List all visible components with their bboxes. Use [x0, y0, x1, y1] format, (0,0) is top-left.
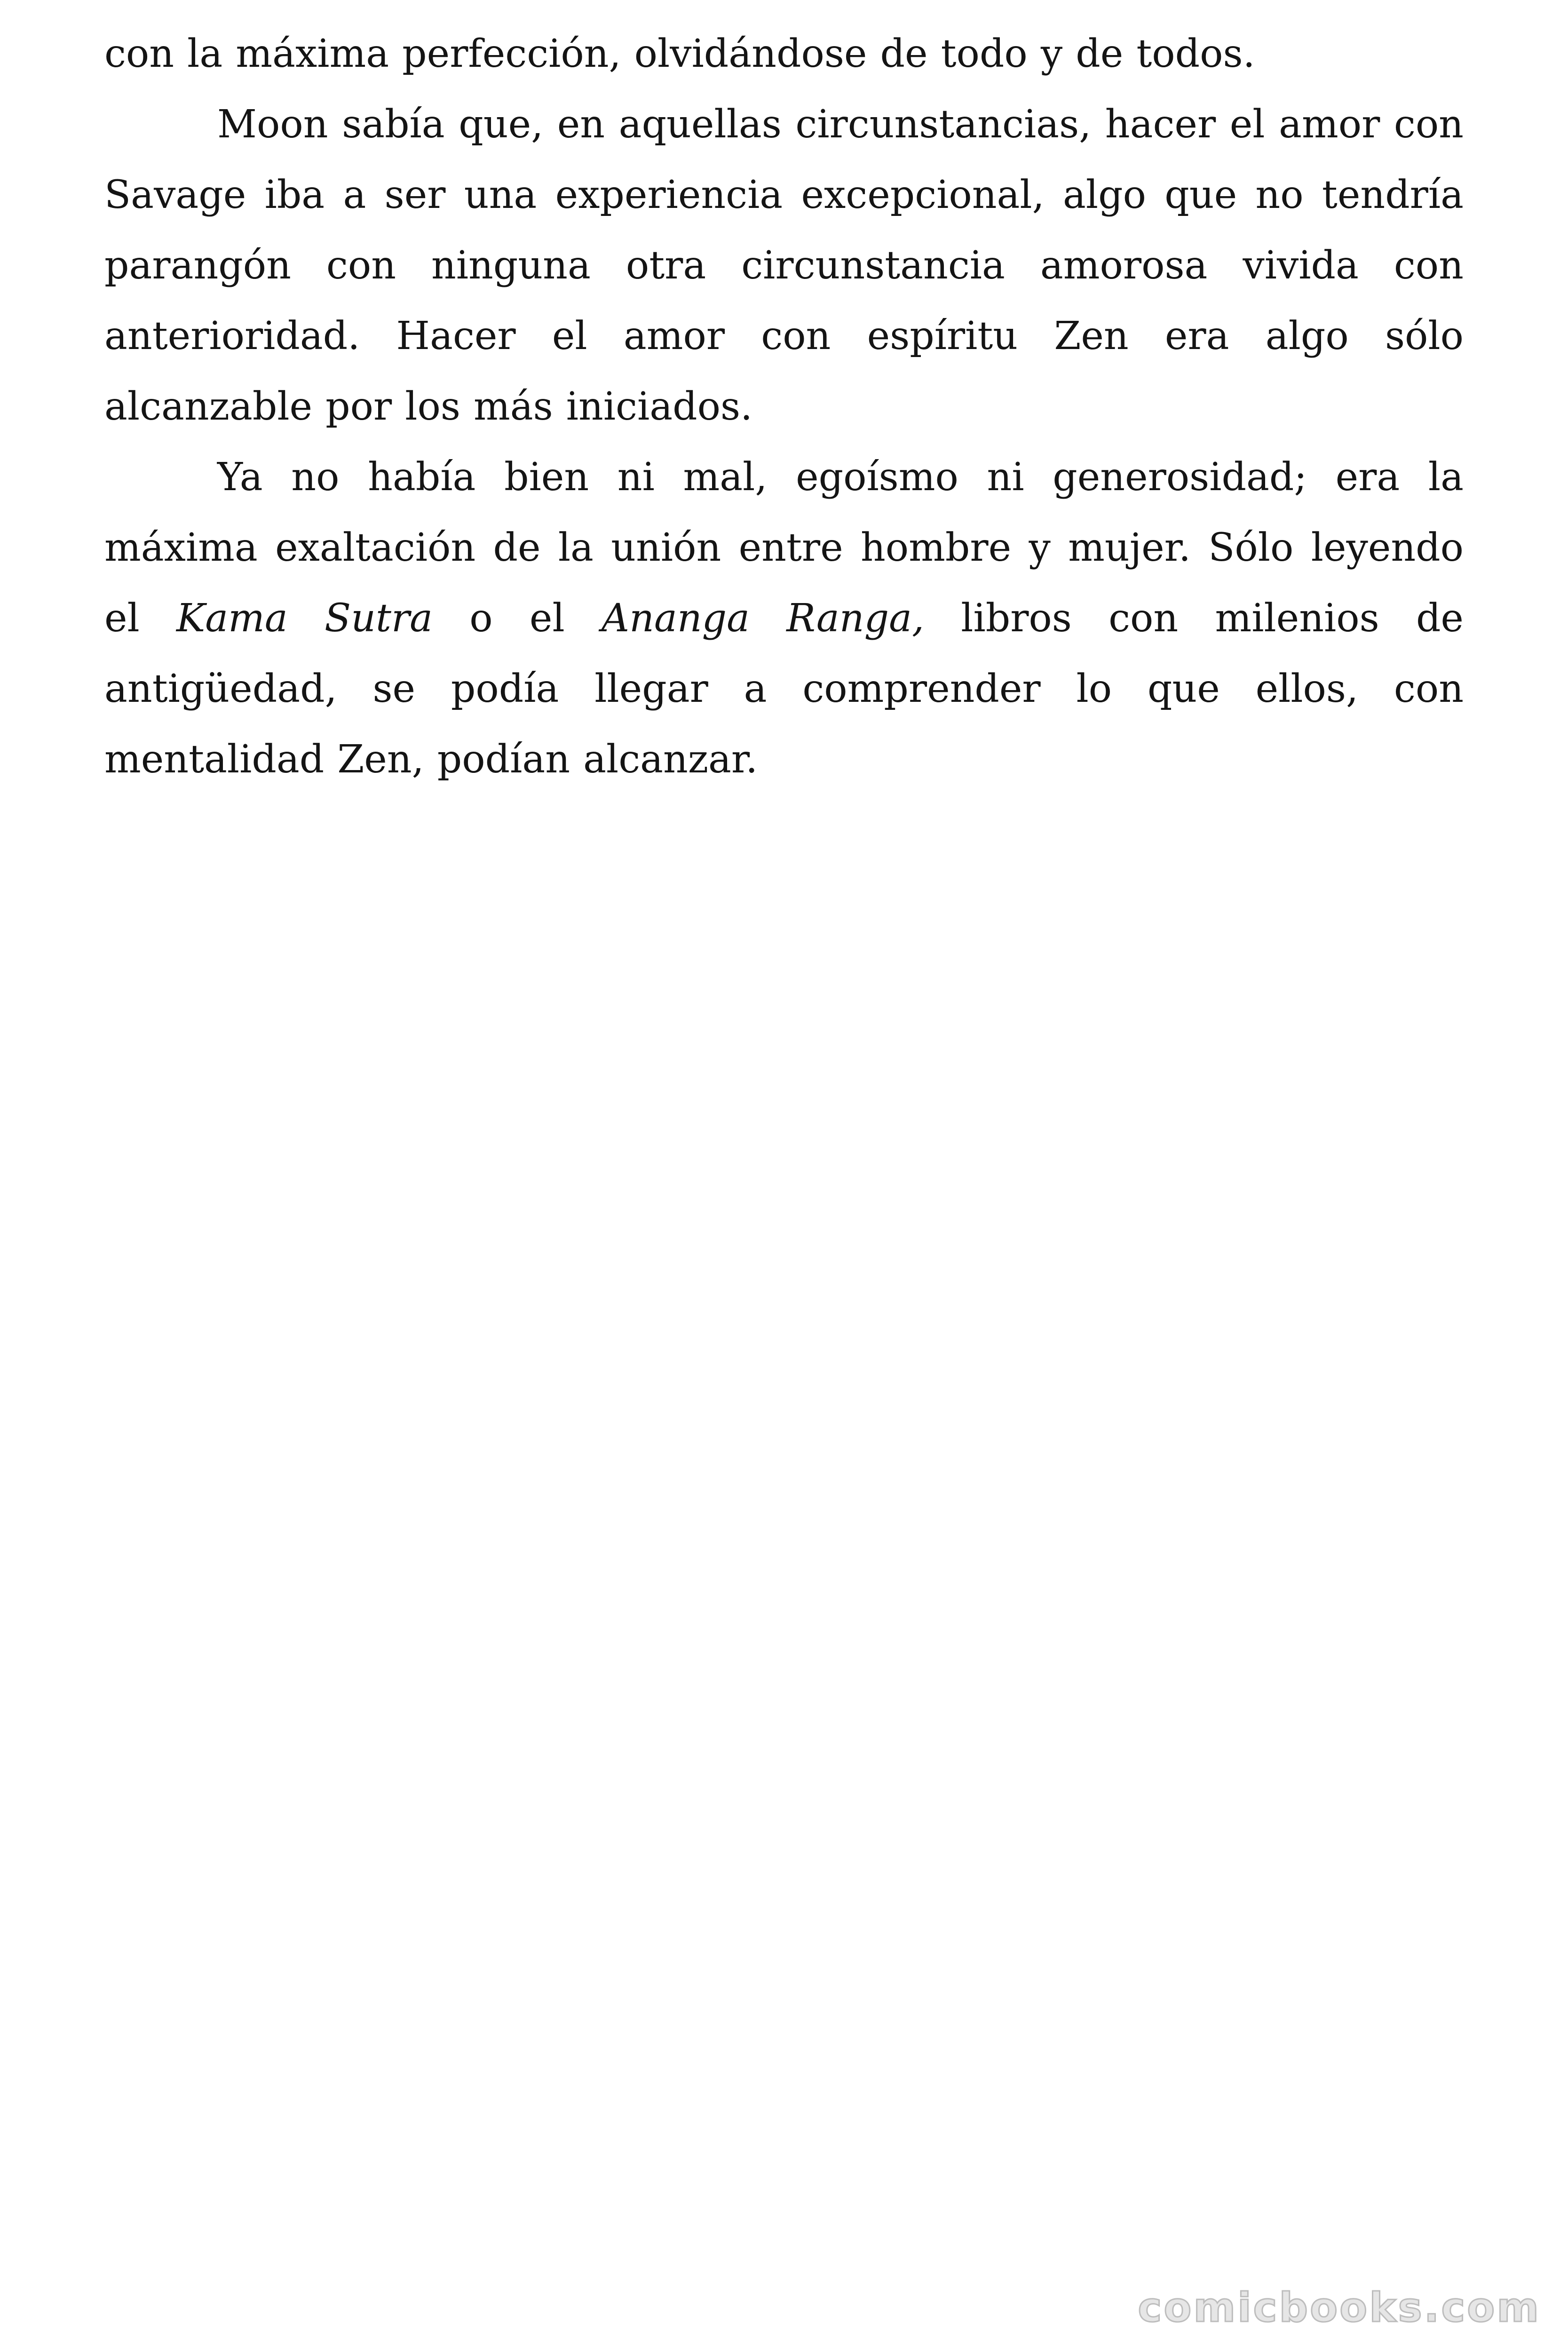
book-title-ananga-ranga: Ananga Ranga, — [601, 596, 925, 641]
paragraph-3-text-b: o el — [433, 596, 602, 641]
paragraph-1 — [104, 19, 1464, 89]
paragraph-3-text-c: libros con milenios de antigüedad, se podía llegar a comprender lo que ellos, con mentalidad Zen, podían alcanzar. — [104, 596, 1464, 782]
paragraph-1-text: con la máxima perfección, olvidándose de todo y de todos. — [104, 32, 1255, 76]
paragraph-3 — [104, 442, 1464, 795]
paragraph-3-text-a: Ya no había bien ni mal, egoísmo ni generosidad; era la máxima exaltación de la unión entre hombre y mujer. Sólo leyendo el — [104, 455, 1464, 641]
watermark-logo: comicbooks.com — [1138, 2284, 1541, 2331]
paragraph-2 — [104, 89, 1464, 442]
page-body — [104, 19, 1464, 795]
paragraph-2-text: Moon sabía que, en aquellas circunstancias, hacer el amor con Savage iba a ser una experiencia excepcional, algo que no tendría parangón con ninguna otra circunstancia amorosa vivida con anterioridad. Hacer el amor con espíritu Zen era algo sólo alcanzable por los más iniciados. — [104, 102, 1464, 429]
book-title-kama-sutra: Kama Sutra — [176, 596, 433, 641]
